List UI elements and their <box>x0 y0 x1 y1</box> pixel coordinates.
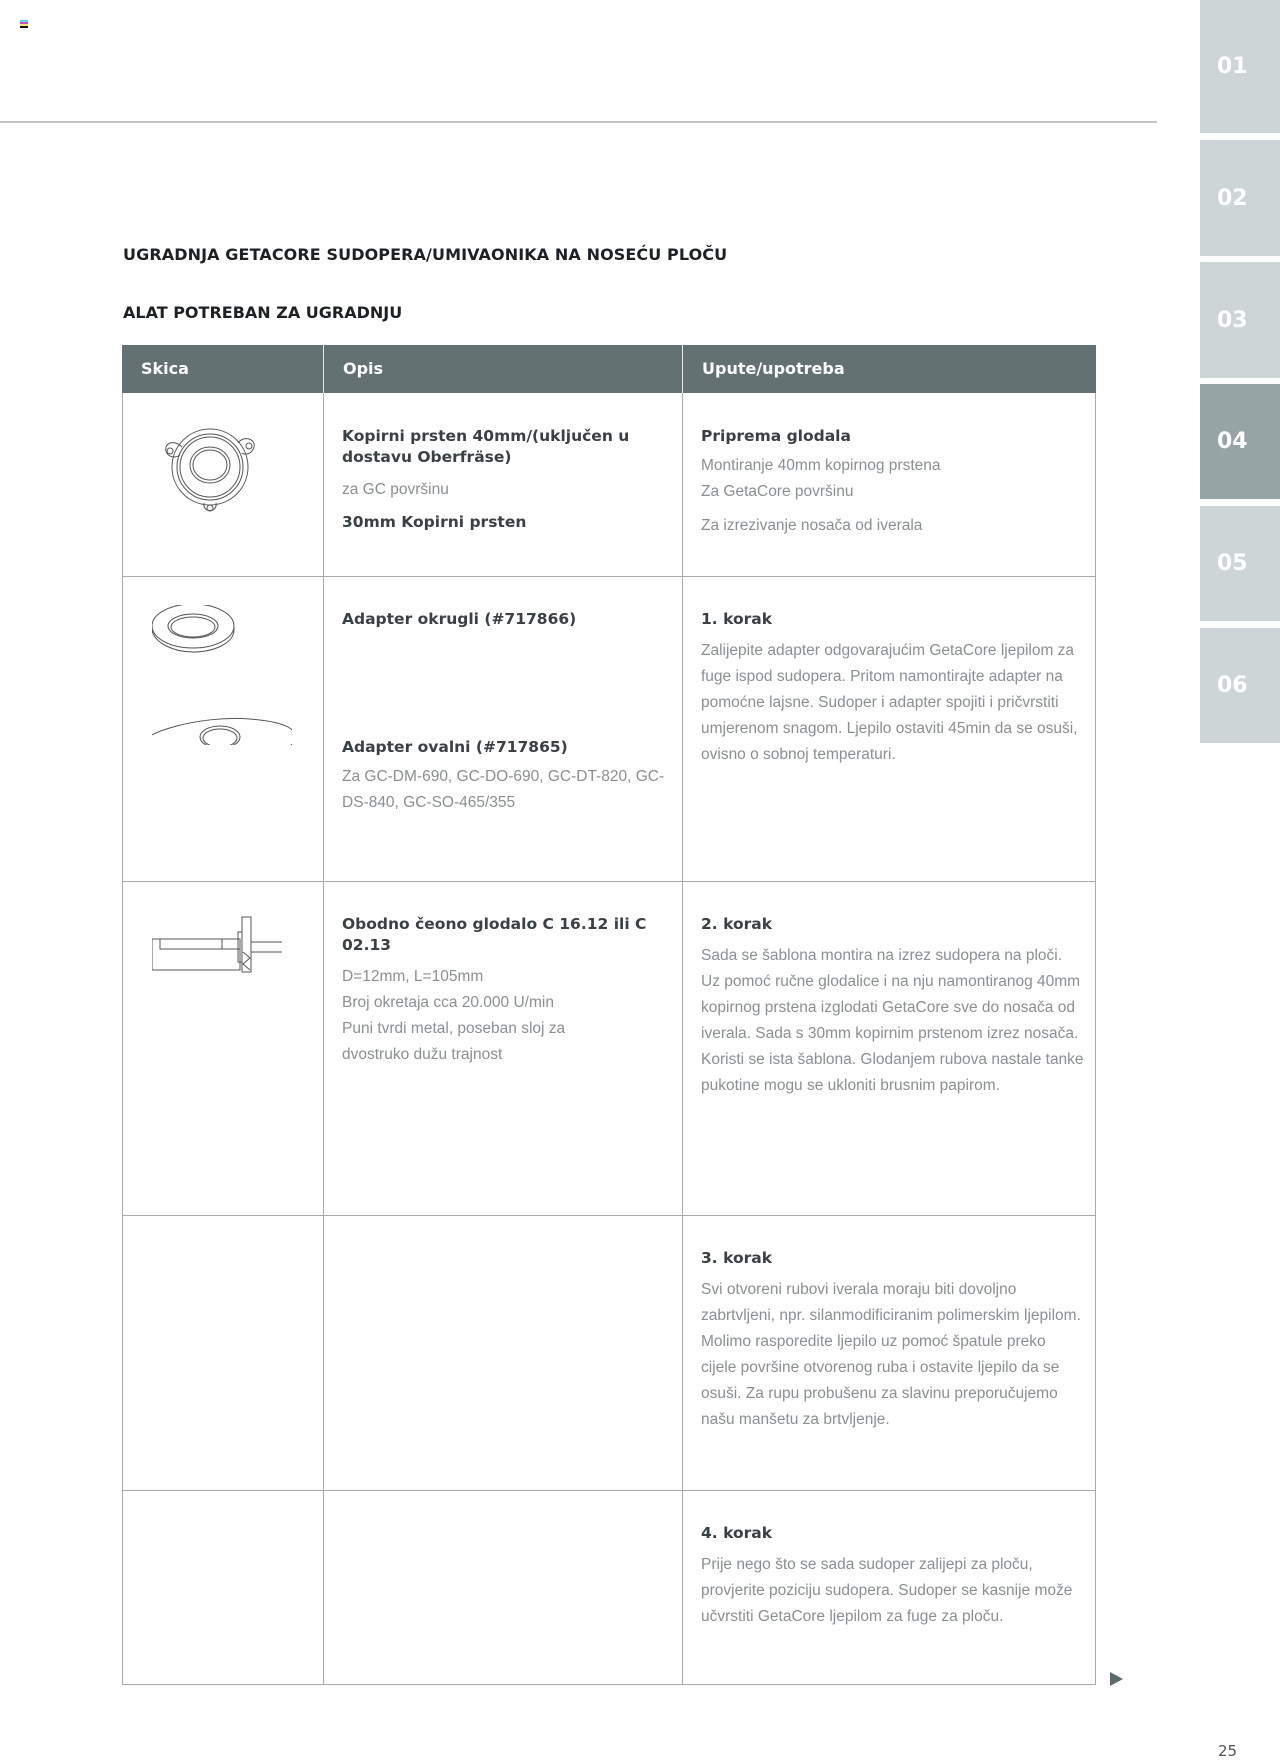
spec-line: Broj okretaja cca 20.000 U/min <box>342 994 554 1011</box>
tab-label: 04 <box>1217 429 1248 454</box>
item-title-secondary: Adapter ovalni (#717865) <box>342 738 568 756</box>
table-border-left <box>122 393 123 1685</box>
tab-label: 05 <box>1217 551 1248 576</box>
instruction-heading: 1. korak <box>701 610 773 628</box>
instruction-text: Prije nego što se sada sudoper zalijepi za ploču, provjerite poziciju sudopera. Sudoper se kasnije može učvrstiti GetaCore ljepilom za fuge za ploču. <box>701 1556 1073 1625</box>
item-title: Kopirni prsten 40mm/(uključen u dostavu Oberfräse) <box>342 427 630 466</box>
round-adapter-icon <box>152 605 234 652</box>
spec-line: D=12mm, L=105mm <box>342 968 484 985</box>
chapter-tab-04[interactable] <box>1200 384 1280 499</box>
instruction-heading: 4. korak <box>701 1524 773 1542</box>
item-note: Za GC-DM-690, GC-DO-690, GC-DT-820, GC-DS-840, GC-SO-465/355 <box>342 768 665 811</box>
item-title: Obodno čeono glodalo C 16.12 ili C 02.13 <box>342 915 647 954</box>
item-title: Adapter okrugli (#717866) <box>342 610 577 628</box>
chapter-tab-02[interactable] <box>1200 140 1280 256</box>
instructions-cell <box>682 1215 1096 1433</box>
adapter-sketches <box>152 605 292 745</box>
column-header-instructions: Upute/upotreba <box>682 345 1096 393</box>
copy-ring-icon <box>160 425 260 515</box>
instruction-text: Svi otvoreni rubovi iverala moraju biti dovoljno zabrtvljeni, npr. silanmodificiranim polimerskim ljepilom. Molimo rasporedite ljepilo uz pomoć špatule preko cijele površine otvorenog ruba i ostavite ljepilo da se osuši. Za rupu probušenu za slavinu preporučujemo našu manšetu za brtvljenje. <box>701 1281 1081 1428</box>
instructions-cell <box>682 881 1096 1099</box>
description-cell <box>323 881 682 1068</box>
tab-label: 02 <box>1217 185 1248 211</box>
instruction-text: Sada se šablona montira na izrez sudopera na ploči. Uz pomoć ručne glodalice i na nju namontiranog 40mm kopirnog prstena izglodati GetaCore sve do nosača od iverala. Sada s 30mm kopirnim prstenom izrez nosača. Koristi se ista šablona. Glodanjem rubova nastale tanke pukotine mogu se ukloniti brusnim papirom. <box>701 947 1084 1094</box>
item-title-secondary: 30mm Kopirni prsten <box>342 513 527 531</box>
instruction-heading: Priprema glodala <box>701 427 851 445</box>
instruction-line: Za izrezivanje nosača od iverala <box>701 517 923 534</box>
table-border-bottom <box>122 1684 1096 1685</box>
instruction-line: Za GetaCore površinu <box>701 483 854 500</box>
instruction-heading: 2. korak <box>701 915 773 933</box>
page-title: UGRADNJA GETACORE SUDOPERA/UMIVAONIKA NA NOSEĆU PLOČU <box>123 245 728 264</box>
print-registration-mark <box>20 20 28 28</box>
triangle-right-icon[interactable] <box>1110 1672 1123 1686</box>
router-bit-icon <box>152 912 282 977</box>
instructions-cell <box>682 1490 1096 1630</box>
spec-line: Puni tvrdi metal, poseban sloj za <box>342 1020 566 1037</box>
instruction-line: Montiranje 40mm kopirnog prstena <box>701 457 941 474</box>
chapter-tab-01[interactable] <box>1200 0 1280 133</box>
instruction-text: Zalijepite adapter odgovarajućim GetaCore ljepilom za fuge ispod sudopera. Pritom namontirajte adapter na pomoćne lajsne. Sudoper i adapter spojiti i pričvrstiti umjerenom snagom. Ljepilo ostaviti 45min da se osuši, ovisno o sobnoj temperaturi. <box>701 642 1078 763</box>
header-divider <box>0 121 1157 123</box>
table-header <box>122 345 1096 393</box>
page-number: 25 <box>1218 1742 1238 1760</box>
item-note: za GC površinu <box>342 481 449 498</box>
spec-line: dvostruko dužu trajnost <box>342 1046 503 1063</box>
tab-label: 03 <box>1217 307 1248 333</box>
tab-label: 06 <box>1217 673 1248 698</box>
column-header-description: Opis <box>323 345 682 393</box>
tab-label: 01 <box>1217 54 1248 79</box>
oval-adapter-icon <box>152 718 292 745</box>
description-cell <box>323 576 682 816</box>
instructions-cell <box>682 393 1096 539</box>
description-cell <box>323 393 682 533</box>
instructions-cell <box>682 576 1096 768</box>
instruction-heading: 3. korak <box>701 1249 773 1267</box>
chapter-tab-06[interactable] <box>1200 628 1280 743</box>
chapter-tab-05[interactable] <box>1200 506 1280 621</box>
section-heading: ALAT POTREBAN ZA UGRADNJU <box>123 303 403 322</box>
chapter-tab-03[interactable] <box>1200 262 1280 378</box>
column-header-sketch: Skica <box>141 359 189 378</box>
